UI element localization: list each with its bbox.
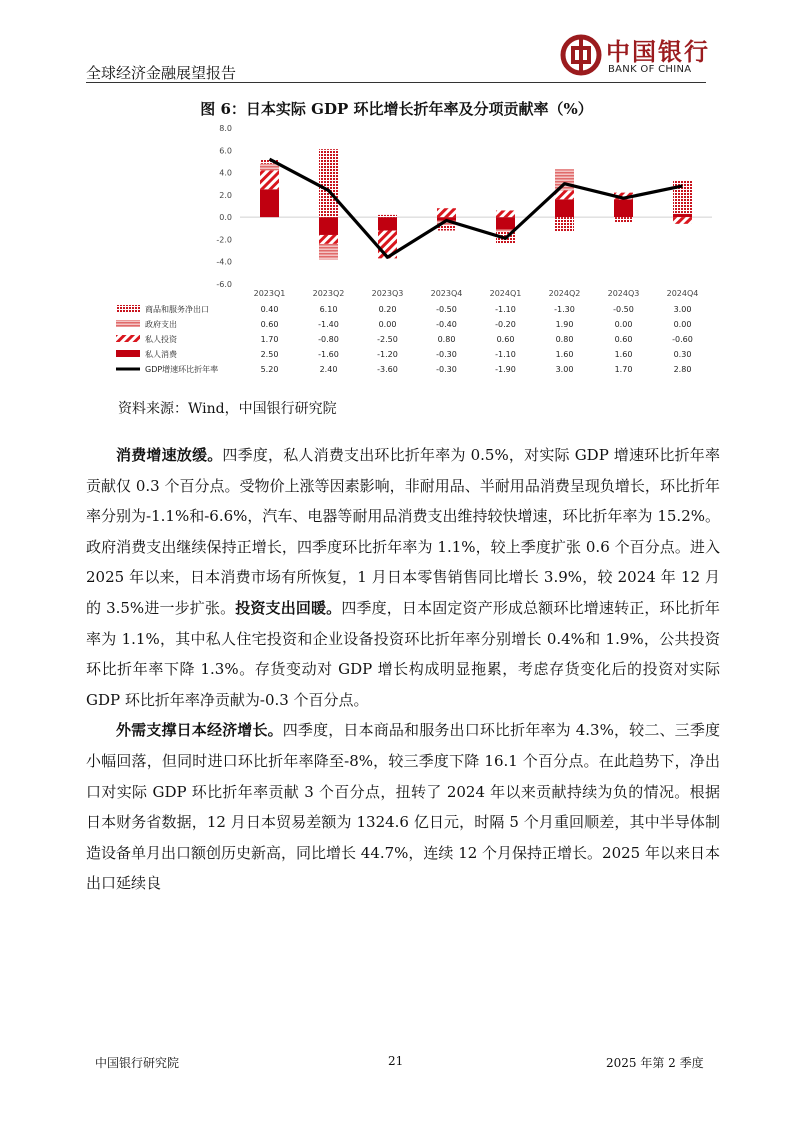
data-table-cell: 0.30 [673, 350, 692, 359]
figure-title: 图 6：日本实际 GDP 环比增长折年率及分项贡献率（%） [200, 100, 593, 118]
legend-series-name: 政府支出 [145, 320, 177, 329]
data-table-cell: -0.40 [436, 320, 457, 329]
data-table-cell: 3.00 [673, 305, 692, 314]
data-table-cell: -1.90 [495, 365, 516, 374]
legend-series-name: GDP增速环比折年率 [145, 365, 219, 374]
footer-quarter: 2025 年第 2 季度 [606, 1056, 704, 1070]
data-table-cell: -0.50 [436, 305, 457, 314]
y-tick-label: 8.0 [219, 124, 232, 133]
bar-segment [673, 217, 692, 224]
x-tick-label: 2023Q1 [253, 289, 286, 298]
paragraph-consumption-investment [86, 440, 720, 715]
legend-key-swatch [116, 335, 140, 342]
data-table-cell: 0.80 [555, 335, 574, 344]
data-table-cell: 0.60 [614, 335, 633, 344]
data-table-cell: 5.20 [260, 365, 279, 374]
x-tick-label: 2024Q2 [548, 289, 581, 298]
bar-segment [378, 217, 397, 230]
bar-segment [555, 217, 574, 231]
logo-chinese-name: 中国银行 [606, 37, 710, 66]
body-text [86, 440, 720, 899]
legend-key-swatch [116, 305, 140, 312]
data-table-cell: 0.00 [673, 320, 692, 329]
data-table-cell: 1.60 [614, 350, 633, 359]
data-table-cell: -1.60 [318, 350, 339, 359]
x-tick-label: 2024Q3 [607, 289, 640, 298]
data-table-cell: 0.60 [260, 320, 279, 329]
bar-segment [673, 180, 692, 213]
legend-key-swatch [116, 350, 140, 357]
bar-segment [496, 210, 515, 217]
legend-series-name: 私人投资 [145, 335, 177, 344]
logo-english-name: BANK OF CHINA [608, 64, 692, 75]
bar-segment [496, 217, 515, 229]
data-table-cell: 1.60 [555, 350, 574, 359]
y-tick-label: 6.0 [219, 146, 232, 156]
data-table-cell: -2.50 [377, 335, 398, 344]
x-tick-label: 2023Q2 [312, 289, 345, 298]
bar-segment [555, 169, 574, 190]
bar-segment [319, 235, 338, 244]
bar-segment [378, 215, 397, 217]
bar-segment [614, 217, 633, 223]
data-table-cell: 6.10 [319, 305, 338, 314]
data-table-cell: 1.70 [260, 335, 279, 344]
bar-segment [614, 199, 633, 217]
paragraph-text-run: 四季度，日本固定资产形成总额环比增速转正，环比折年率为 1.1%，其中私人住宅投资和企业设备投资环比折年率分别增长 0.4%和 1.9%，公共投资环比折年率下降 1.3%。存货变动对 GDP 增长构成明显拖累，考虑存货变化后的投资对实际 GDP 环比折年率净贡献为-0.3 个百分点。 [86, 598, 720, 709]
figure-source: 资料来源：Wind，中国银行研究院 [118, 401, 337, 417]
bar-segment [437, 208, 456, 217]
data-table-cell: 2.80 [673, 365, 692, 374]
legend-series-name: 商品和服务净出口 [145, 305, 209, 314]
paragraph-text-run: 四季度，日本商品和服务出口环比折年率为 4.3%，较二、三季度小幅回落，但同时进口环比折年率降至-8%，较三季度下降 16.1 个百分点。在此趋势下，净出口对实际 GDP 环比折年率贡献 3 个百分点，扭转了 2024 年以来贡献持续为负的情况。根据日本财务省数据，12 月日本贸易差额为 1324.6 亿日元，时隔 5 个月重回顺差，其中半导体制造设备单月出口额创历史新高，同比增长 44.7%，连续 12 个月保持正增长。2025 年以来日本出口延续良 [86, 721, 720, 893]
bar-segment [319, 217, 338, 235]
bar-segment [260, 164, 279, 171]
gdp-contribution-chart [0, 118, 793, 388]
data-table-cell: -1.40 [318, 320, 339, 329]
data-table-cell: -1.10 [495, 305, 516, 314]
paragraph-external-demand [86, 715, 720, 899]
x-tick-label: 2024Q1 [489, 289, 522, 298]
data-table-cell: -0.30 [436, 350, 457, 359]
data-table-cell: 3.00 [555, 365, 574, 374]
bold-lead-phrase: 投资支出回暖。 [235, 598, 342, 617]
bank-of-china-emblem-icon [560, 34, 602, 76]
bar-segment [673, 214, 692, 217]
data-table-cell: -3.60 [377, 365, 398, 374]
data-table-cell: -0.20 [495, 320, 516, 329]
legend-key-swatch [116, 320, 140, 327]
bar-segment [260, 189, 279, 217]
x-tick-label: 2023Q3 [371, 289, 404, 298]
paragraph-text-run: 四季度，私人消费支出环比折年率为 0.5%，对实际 GDP 增速环比折年率贡献仅 0.3 个百分点。受物价上涨等因素影响，非耐用品、半耐用品消费呈现负增长，环比折年率分别为-1.1%和-6.6%，汽车、电器等耐用品消费支出维持较快增速，环比折年率为 15.2%。政府消费支出继续保持正增长，四季度环比折年率为 1.1%，较上季度扩张 0.6 个百分点。进入 2025 年以来，日本消费市场有所恢复，1 月日本零售销售同比增长 3.9%，较 2024 年 12 月的 3.5%进一步扩张。 [86, 446, 720, 617]
data-table-cell: -0.80 [318, 335, 339, 344]
data-table-cell: 0.00 [378, 320, 397, 329]
data-table-cell: 2.50 [260, 350, 279, 359]
y-tick-label: 2.0 [219, 190, 232, 200]
bar-segment [319, 244, 338, 260]
y-tick-label: 0.0 [219, 213, 232, 223]
y-tick-label: -6.0 [216, 280, 232, 289]
data-table-cell: 0.80 [437, 335, 456, 344]
bar-segment [555, 199, 574, 217]
y-tick-label: -2.0 [216, 235, 232, 245]
data-table-cell: 0.00 [614, 320, 633, 329]
x-tick-label: 2023Q4 [430, 289, 463, 298]
legend-series-name: 私人消费 [145, 350, 177, 359]
data-table-cell: 2.40 [319, 365, 338, 374]
header-rule [86, 82, 706, 83]
data-table-cell: 0.40 [260, 305, 279, 314]
data-table-cell: -1.10 [495, 350, 516, 359]
report-header-title: 全球经济金融展望报告 [86, 64, 237, 82]
data-table-cell: -1.30 [554, 305, 575, 314]
x-tick-label: 2024Q4 [666, 289, 699, 298]
bank-logo [560, 32, 720, 82]
data-table-cell: 0.20 [378, 305, 397, 314]
data-table-cell: -1.20 [377, 350, 398, 359]
bar-segment [260, 170, 279, 189]
data-table-cell: -0.60 [672, 335, 693, 344]
footer-page-number: 21 [388, 1054, 404, 1068]
footer-institution: 中国银行研究院 [95, 1056, 180, 1070]
data-table-cell: -0.50 [613, 305, 634, 314]
data-table-cell: 1.70 [614, 365, 633, 374]
bar-segment [319, 149, 338, 217]
y-tick-label: -4.0 [216, 257, 232, 267]
bold-lead-phrase: 消费增速放缓。 [116, 446, 223, 464]
y-tick-label: 4.0 [219, 168, 232, 178]
data-table-cell: -0.30 [436, 365, 457, 374]
data-table-cell: 0.60 [496, 335, 515, 344]
bold-lead-phrase: 外需支撑日本经济增长。 [116, 721, 283, 740]
data-table-cell: 1.90 [555, 320, 574, 329]
